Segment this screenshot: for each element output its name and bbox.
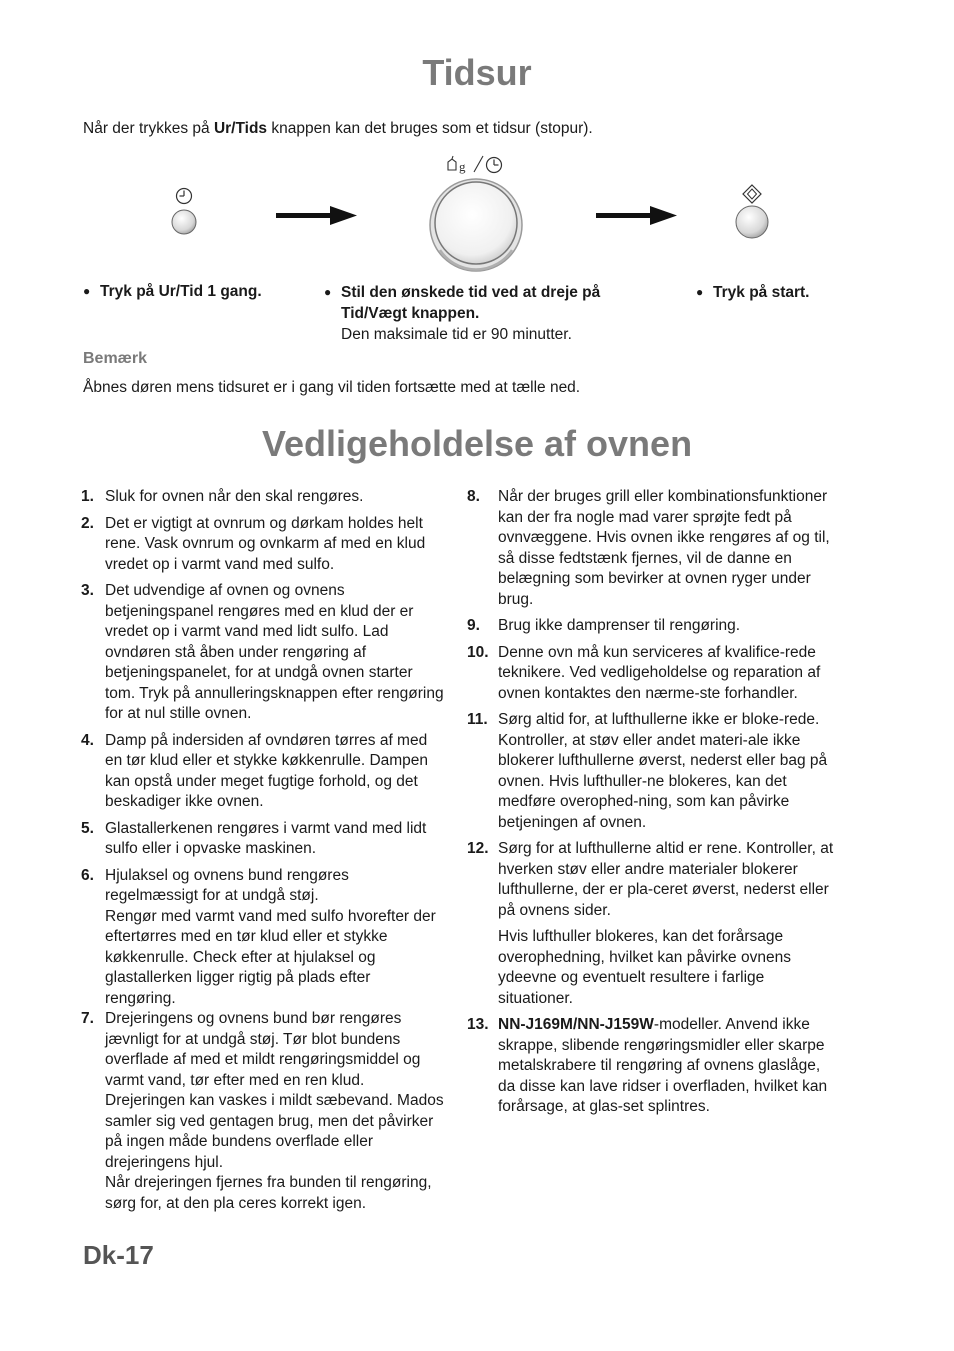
item-number: 2. bbox=[81, 514, 94, 532]
time-weight-dial[interactable] bbox=[430, 179, 522, 271]
start-button[interactable] bbox=[736, 206, 768, 238]
bullet: ● bbox=[83, 284, 91, 298]
item-text-continued: Når drejeringen fjernes fra bunden til rengøring, sørg for, at den pla ceres korrekt igen. bbox=[105, 1174, 432, 1212]
dial-weight-label: g bbox=[459, 159, 466, 174]
intro-bold: Ur/Tids bbox=[213, 120, 268, 137]
note-text: Åbnes døren mens tidsuret er i gang vil tiden fortsætte med at tælle ned. bbox=[83, 379, 581, 396]
item-text-continued: Hvis lufthuller blokeres, kan det forårsage overophedning, hvilket kan påvirke ovnens ydeevne og eventuelt resultere i farlige situationer. bbox=[498, 928, 791, 1007]
item-text: Sørg altid for, at lufthullerne ikke er bloke-rede. Kontroller, at støv eller andet materi-ale ikke blokerer lufthullerne øverst, nederst eller bag på ovnen. Hvis lufthuller-ne blokeres, kan det medføre overophed-ning, som kan påvirke betjeningen af ovnen. bbox=[498, 711, 828, 831]
step-2-note: Den maksimale tid er 90 minutter. bbox=[341, 326, 572, 343]
model-names: NN-J169M/NN-J159W bbox=[498, 1016, 654, 1033]
arrow-right-icon bbox=[276, 206, 357, 225]
step-3-text: Tryk på start. bbox=[713, 284, 810, 301]
arrow-right-icon bbox=[596, 206, 677, 225]
item-number: 5. bbox=[81, 819, 94, 837]
item-text: Sørg for at lufthullerne altid er rene. Kontroller, at hverken støv eller andre materialer blokerer lufthullerne, der er pla-ceret øverst, nederst eller på ovnens sider. bbox=[498, 840, 834, 919]
start-icon bbox=[743, 185, 761, 203]
bullet: ● bbox=[696, 285, 704, 299]
intro-post: knappen kan det bruges som et tidsur (stopur). bbox=[267, 120, 593, 137]
weight-clock-icon bbox=[448, 156, 502, 174]
item-text: Det er vigtigt at ovnrum og dørkam holdes helt rene. Vask ovnrum og ovnkarm af med en klud vredet op i varmt vand med sulfo. bbox=[105, 514, 426, 573]
list-item bbox=[467, 487, 837, 610]
clock-timer-button[interactable] bbox=[172, 210, 196, 234]
intro-pre: Når der trykkes på bbox=[83, 120, 214, 137]
timer-diagram bbox=[150, 150, 850, 280]
list-item bbox=[81, 731, 444, 813]
item-number: 13. bbox=[467, 1016, 489, 1033]
list-item bbox=[81, 819, 444, 860]
page-number: Dk-17 bbox=[83, 1240, 154, 1270]
item-number: 3. bbox=[81, 582, 94, 599]
item-text: Hjulaksel og ovnens bund rengøres regelmæssigt for at undgå støj. bbox=[105, 866, 349, 904]
right-column bbox=[467, 487, 837, 1124]
list-item bbox=[81, 487, 444, 508]
item-number: 12. bbox=[467, 840, 489, 857]
section-title-maintenance: Vedligeholdelse af ovnen bbox=[261, 423, 693, 464]
item-text: Når der bruges grill eller kombinationsfunktioner kan der fra nogle mad varer sprøjte fedt på ovnvæggene. Hvis ovnen ikke rengøres af og til, så disse fedtstænk fjernes, vil de danne en belægning som bevirker at ovnen ryger under brug. bbox=[498, 488, 830, 608]
list-item bbox=[81, 866, 444, 1010]
bullet: ● bbox=[324, 285, 332, 299]
step-1 bbox=[83, 281, 313, 302]
item-number: 4. bbox=[81, 731, 94, 749]
step-2-text: Stil den ønskede tid ved at dreje på Tid/Vægt knappen. bbox=[341, 284, 601, 322]
list-item bbox=[467, 616, 837, 637]
note-heading: Bemærk bbox=[83, 350, 148, 367]
item-number: 11. bbox=[467, 711, 488, 728]
list-item bbox=[81, 581, 444, 725]
item-text: Sluk for ovnen når den skal rengøres. bbox=[105, 488, 364, 505]
item-text: Damp på indersiden af ovndøren tørres af med en tør klud eller et stykke køkkenrulle. Dampen kan opstå under meget fugtige forhold, og det beskadiger ikke ovnen. bbox=[105, 731, 429, 810]
step-3 bbox=[696, 282, 896, 303]
list-item bbox=[81, 514, 444, 576]
step-1-text: Tryk på Ur/Tid 1 gang. bbox=[100, 283, 262, 300]
item-text: Brug ikke damprenser til rengøring. bbox=[498, 617, 741, 634]
clock-icon bbox=[177, 189, 192, 204]
item-number: 8. bbox=[467, 488, 480, 505]
item-number: 10. bbox=[467, 643, 489, 661]
step-2 bbox=[324, 282, 654, 345]
list-item bbox=[81, 1009, 444, 1214]
list-item bbox=[467, 1015, 837, 1118]
item-number: 7. bbox=[81, 1010, 94, 1027]
item-text: Det udvendige af ovnen og ovnens betjeningspanel rengøres med en klud der er vredet op i varmt vand med lidt sulfo. Lad ovndøren stå åben under rengøring af betjeningspanelet, for at undgå ovnen starter tom. Tryk på annulleringsknappen efter rengøring for at nul stille ovnen. bbox=[105, 582, 444, 722]
intro-text bbox=[83, 120, 593, 138]
item-number: 1. bbox=[81, 488, 94, 505]
item-text: Drejeringens og ovnens bund bør rengøres jævnligt for at undgå støj. Tør blot bundens overflade af med et mildt rengøringsmiddel og varmt vand, tør efter med en ren klud. Drejeringen kan vaskes i mildt sæbevand. Mados samler sig ved gentagen brug, men det påvirker på ingen måde bundens overflade eller drejeringens hjul. bbox=[105, 1010, 444, 1171]
left-column bbox=[81, 487, 444, 1220]
item-number: 6. bbox=[81, 866, 94, 884]
section-title-tidsur: Tidsur bbox=[422, 52, 532, 93]
item-text: Denne ovn må kun serviceres af kvalifice-rede teknikere. Ved vedligeholdelse og reparation af ovnen kontaktes den nærme-ste forhandler. bbox=[498, 643, 821, 702]
list-item bbox=[467, 710, 837, 833]
list-item bbox=[467, 839, 837, 1009]
item-number: 9. bbox=[467, 617, 480, 634]
item-text: -modeller. Anvend ikke skrappe, slibende rengøringsmidler eller skarpe metalskrabere til rengøring af ovnens glaslåge, da disse kan lave ridser i overfladen, hvilket kan forårsage, at glas-set splintres. bbox=[498, 1016, 828, 1115]
item-text-continued: Rengør med varmt vand med sulfo hvorefter der eftertørres med en tør klud eller et stykke køkkenrulle. Check efter at hjulaksel og glastallerken ligger rigtig på plads efter rengøring. bbox=[105, 907, 436, 1007]
list-item bbox=[467, 643, 837, 705]
item-text: Glastallerkenen rengøres i varmt vand med lidt sulfo eller i opvaske maskinen. bbox=[105, 819, 427, 857]
